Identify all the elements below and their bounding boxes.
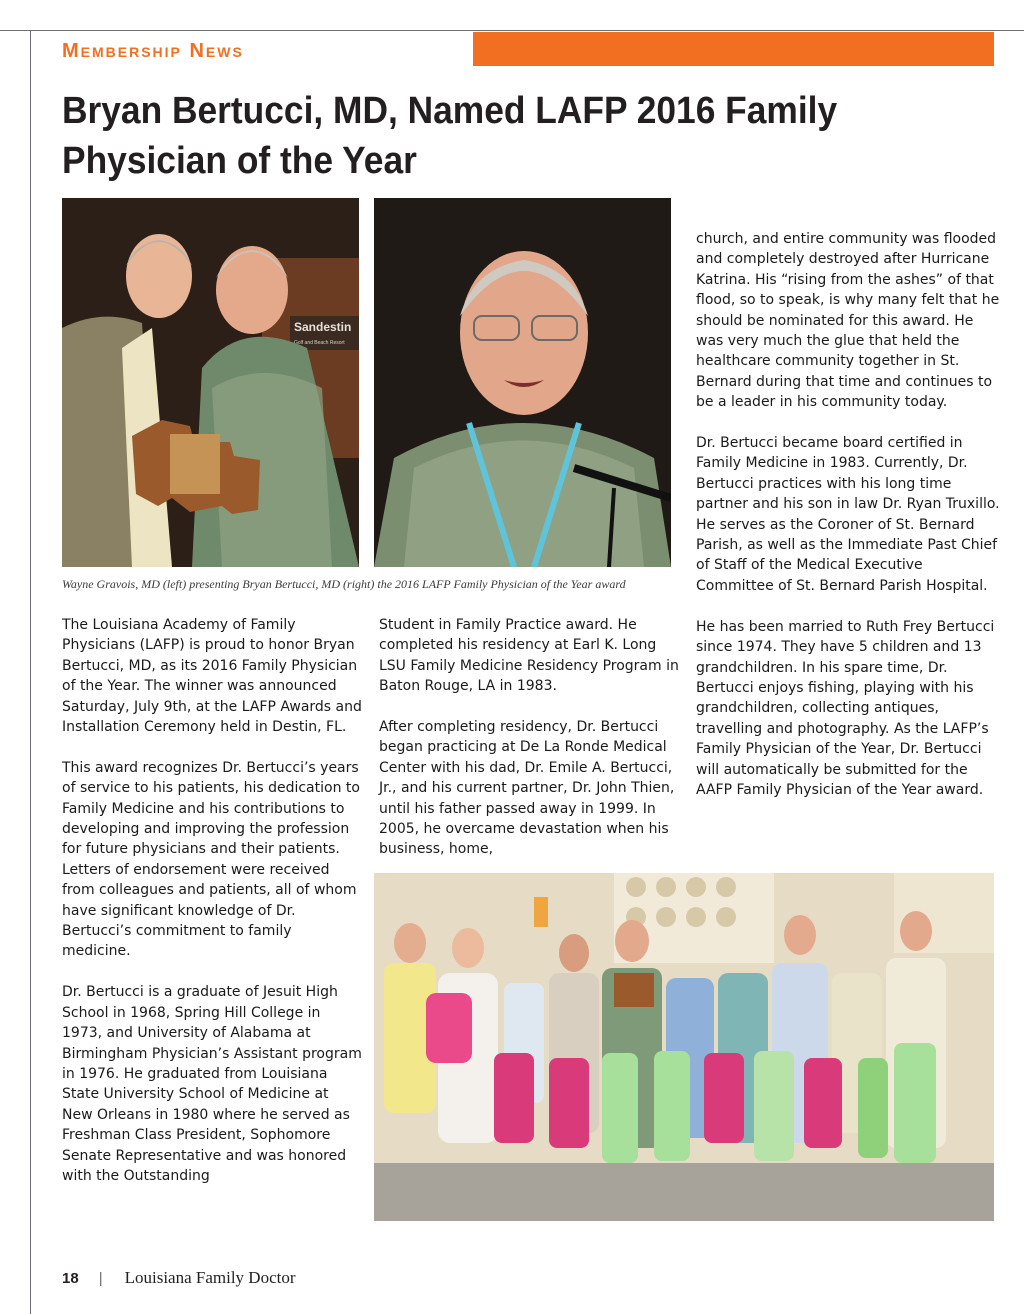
paragraph: Dr. Bertucci is a graduate of Jesuit High School in 1968, Spring Hill College in 1973, and University of Alabama at Birmingham Physician’s Assistant program in 1976. He graduated from Louisiana State University School of Medicine at New Orleans in 1980 where he served as Freshman Class President, Sophomore Senate Representative and was honored with the Outstanding xyxy=(62,984,362,1184)
article-column-3 xyxy=(696,229,1001,800)
award-presentation-photo xyxy=(62,198,359,567)
header-accent-bar xyxy=(473,32,994,66)
section-label: Membership News xyxy=(62,40,244,62)
paragraph: Dr. Bertucci became board certified in Family Medicine in 1983. Currently, Dr. Bertucci practices with his long time partner and his son in law Dr. Ryan Truxillo. He serves as the Coroner of St. Bernard Parish, as well as the Immediate Past Chief of Staff of the Medical Executive Committee of St. Bernard Parish Hospital. xyxy=(696,435,1000,594)
page-footer xyxy=(62,1267,296,1289)
article-headline: Bryan Bertucci, MD, Named LAFP 2016 Family Physician of the Year xyxy=(62,90,838,182)
paragraph: After completing residency, Dr. Bertucci began practicing at De La Ronde Medical Center with his dad, Dr. Emile A. Bertucci, Jr., and his current partner, Dr. John Thien, until his father passed away in 1999. In 2005, he overcame devastation when his business, home, xyxy=(379,719,675,858)
portrait-photo xyxy=(374,198,671,567)
paragraph: church, and entire community was flooded and completely destroyed after Hurricane Katrina. His “rising from the ashes” of that flood, so to speak, is why many felt that he should be nominated for this award. He was very much the glue that held the healthcare community together in St. Bernard during that time and continues to be a leader in his community today. xyxy=(696,231,1000,411)
family-group-photo xyxy=(374,873,994,1221)
left-margin-rule xyxy=(30,30,31,1314)
resort-sign-text: Sandestin xyxy=(294,320,352,334)
paragraph: This award recognizes Dr. Bertucci’s years of service to his patients, his dedication to Family Medicine and his contributions to developing and improving the profession for future physicians and their patients. Letters of endorsement were received from colleagues and patients, all of whom have significant knowledge of Dr. Bertucci’s commitment to family medicine. xyxy=(62,759,360,960)
paragraph: The Louisiana Academy of Family Physicians (LAFP) is proud to honor Bryan Bertucci, MD, as its 2016 Family Physician of the Year. The winner was announced Saturday, July 9th, at the LAFP Awards and Installation Ceremony held in Destin, FL. xyxy=(62,617,362,736)
footer-separator: | xyxy=(98,1269,103,1287)
page-number: 18 xyxy=(62,1269,79,1287)
top-rule xyxy=(0,30,1024,31)
article-column-2 xyxy=(379,615,679,860)
photo-caption: Wayne Gravois, MD (left) presenting Bryan Bertucci, MD (right) the 2016 LAFP Family Physician of the Year award xyxy=(62,577,626,591)
resort-sign-subtext: Golf and Beach Resort xyxy=(294,340,345,346)
paragraph: He has been married to Ruth Frey Bertucci since 1974. They have 5 children and 13 grandchildren. In his spare time, Dr. Bertucci enjoys fishing, playing with his grandchildren, collecting antiques, travelling and photography. As the LAFP’s Family Physician of the Year, Dr. Bertucci will automatically be submitted for the AAFP Family Physician of the Year award. xyxy=(696,618,995,798)
paragraph: Student in Family Practice award. He completed his residency at Earl K. Long LSU Family Medicine Residency Program in Baton Rouge, LA in 1983. xyxy=(379,617,679,695)
publication-name: Louisiana Family Doctor xyxy=(124,1268,296,1287)
article-column-1 xyxy=(62,615,362,1186)
